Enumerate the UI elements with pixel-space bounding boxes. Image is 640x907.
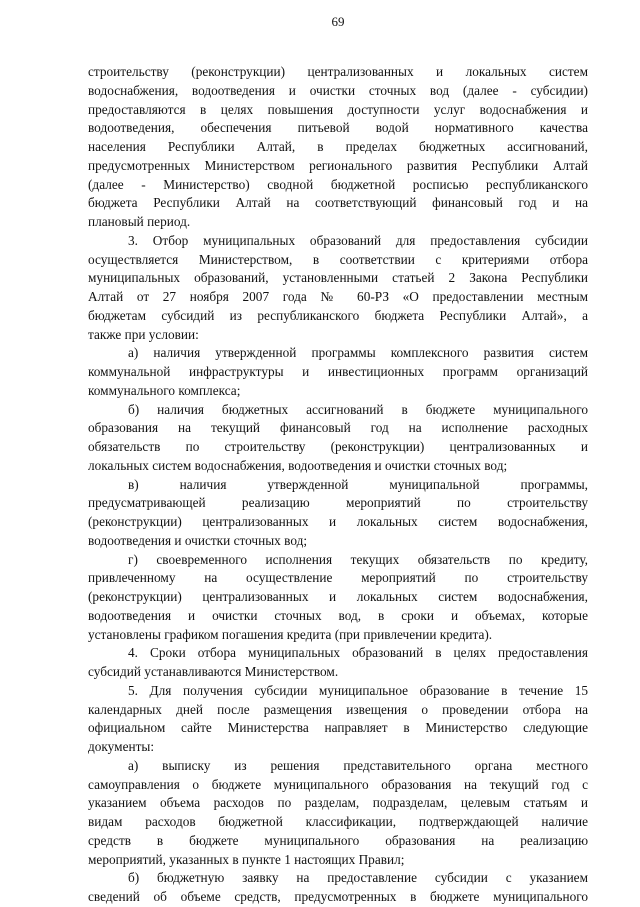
text-line: бюджетам субсидий из республиканского бюджета Республики Алтай», а: [88, 307, 588, 323]
document-body: [88, 63, 588, 907]
text-line: самоуправления о бюджете муниципального образования на текущий год с: [88, 776, 588, 792]
text-line: водоотведения и очистки сточных вод;: [88, 532, 308, 548]
text-line: средств в бюджете муниципального образования на реализацию: [88, 832, 588, 848]
text-line: г) своевременного исполнения текущих обязательств по кредиту,: [128, 551, 588, 567]
text-line: документы:: [88, 739, 155, 754]
text-line: муниципальных образований, установленными статьей 2 Закона Республики: [88, 270, 588, 286]
text-line: осуществляется Министерством, в соответствии с критериями отбора: [88, 251, 588, 267]
paragraph-subitem-a: [88, 344, 588, 400]
paragraph-item-5: [88, 682, 588, 757]
text-line: водоснабжения, водоотведения и очистки сточных вод (далее - субсидии): [88, 82, 588, 98]
text-line: Алтай от 27 ноября 2007 года № 60-РЗ «О предоставлении местным: [88, 289, 588, 304]
text-line: установлены графиком погашения кредита (при привлечении кредита).: [88, 626, 493, 642]
text-line: в) наличия утвержденной муниципальной программы,: [128, 476, 588, 492]
text-line: предусмотренных Министерством регионального развития Республики Алтай: [88, 157, 588, 173]
text-line: образования на текущий финансовый год на исполнение расходных: [88, 420, 588, 436]
text-line: видам расходов бюджетной классификации, подтверждающей наличие: [88, 814, 588, 829]
text-line: коммунального комплекса;: [88, 382, 241, 398]
text-line: (далее - Министерство) сводной бюджетной росписью республиканского: [88, 176, 588, 192]
paragraph-continuation: [88, 63, 588, 232]
paragraph-subitem-b: [88, 401, 588, 476]
paragraph-item-3: [88, 232, 588, 345]
text-line: (реконструкции) централизованных и локальных систем водоснабжения,: [88, 514, 588, 529]
text-line: плановый период.: [88, 214, 191, 229]
text-line: (реконструкции) централизованных и локальных систем водоснабжения,: [88, 589, 588, 604]
text-line: предоставляются в целях повышения доступности услуг водоснабжения и: [88, 101, 588, 117]
paragraph-subitem-g: [88, 551, 588, 645]
text-line: субсидий устанавливаются Министерством.: [88, 664, 339, 679]
text-line: обязательств по строительству (реконструкции) централизованных и: [88, 439, 588, 454]
text-line: бюджета Республики Алтай на соответствующий финансовый год и на: [88, 195, 588, 211]
paragraph-subitem-v: [88, 476, 588, 551]
text-line: 3. Отбор муниципальных образований для предоставления субсидии: [128, 232, 588, 248]
paragraph-item-5-subitem-a: [88, 757, 588, 870]
text-line: 5. Для получения субсидии муниципальное образование в течение 15: [128, 682, 588, 698]
text-line: сведений об объеме средств, предусмотренных в бюджете муниципального: [88, 889, 588, 904]
text-line: б) бюджетную заявку на предоставление субсидии с указанием: [128, 870, 588, 886]
text-line: также при условии:: [88, 326, 199, 342]
text-line: привлеченному на осуществление мероприятий по строительству: [88, 570, 588, 586]
text-line: локальных систем водоснабжения, водоотведения и очистки сточных вод;: [88, 457, 508, 473]
text-line: мероприятий, указанных в пункте 1 настоящих Правил;: [88, 851, 405, 867]
text-line: официальном сайте Министерства направляет в Министерство следующие: [88, 720, 588, 736]
paragraph-item-4: [88, 644, 588, 682]
paragraph-item-5-subitem-b: [88, 869, 588, 907]
text-line: строительству (реконструкции) централизованных и локальных систем: [88, 64, 588, 79]
text-line: б) наличия бюджетных ассигнований в бюджете муниципального: [128, 401, 588, 417]
text-line: 4. Сроки отбора муниципальных образований в целях предоставления: [128, 645, 588, 661]
text-line: населения Республики Алтай, в пределах бюджетных ассигнований,: [88, 139, 588, 154]
page-number: 69: [331, 14, 345, 29]
text-line: коммунальной инфраструктуры и инвестиционных программ организаций: [88, 364, 588, 379]
text-line: календарных дней после размещения извещения о проведении отбора на: [88, 701, 588, 717]
text-line: водоотведения и очистки сточных вод, в сроки и объемах, которые: [88, 607, 588, 623]
text-line: водоотведения, обеспечения питьевой водой нормативного качества: [88, 120, 588, 136]
text-line: предусматривающей реализацию мероприятий по строительству: [88, 495, 588, 511]
text-line: а) выписку из решения представительного органа местного: [128, 757, 588, 773]
text-line: а) наличия утвержденной программы комплексного развития систем: [128, 345, 588, 361]
text-line: указанием объема расходов по разделам, подразделам, целевым статьям и: [88, 795, 588, 811]
